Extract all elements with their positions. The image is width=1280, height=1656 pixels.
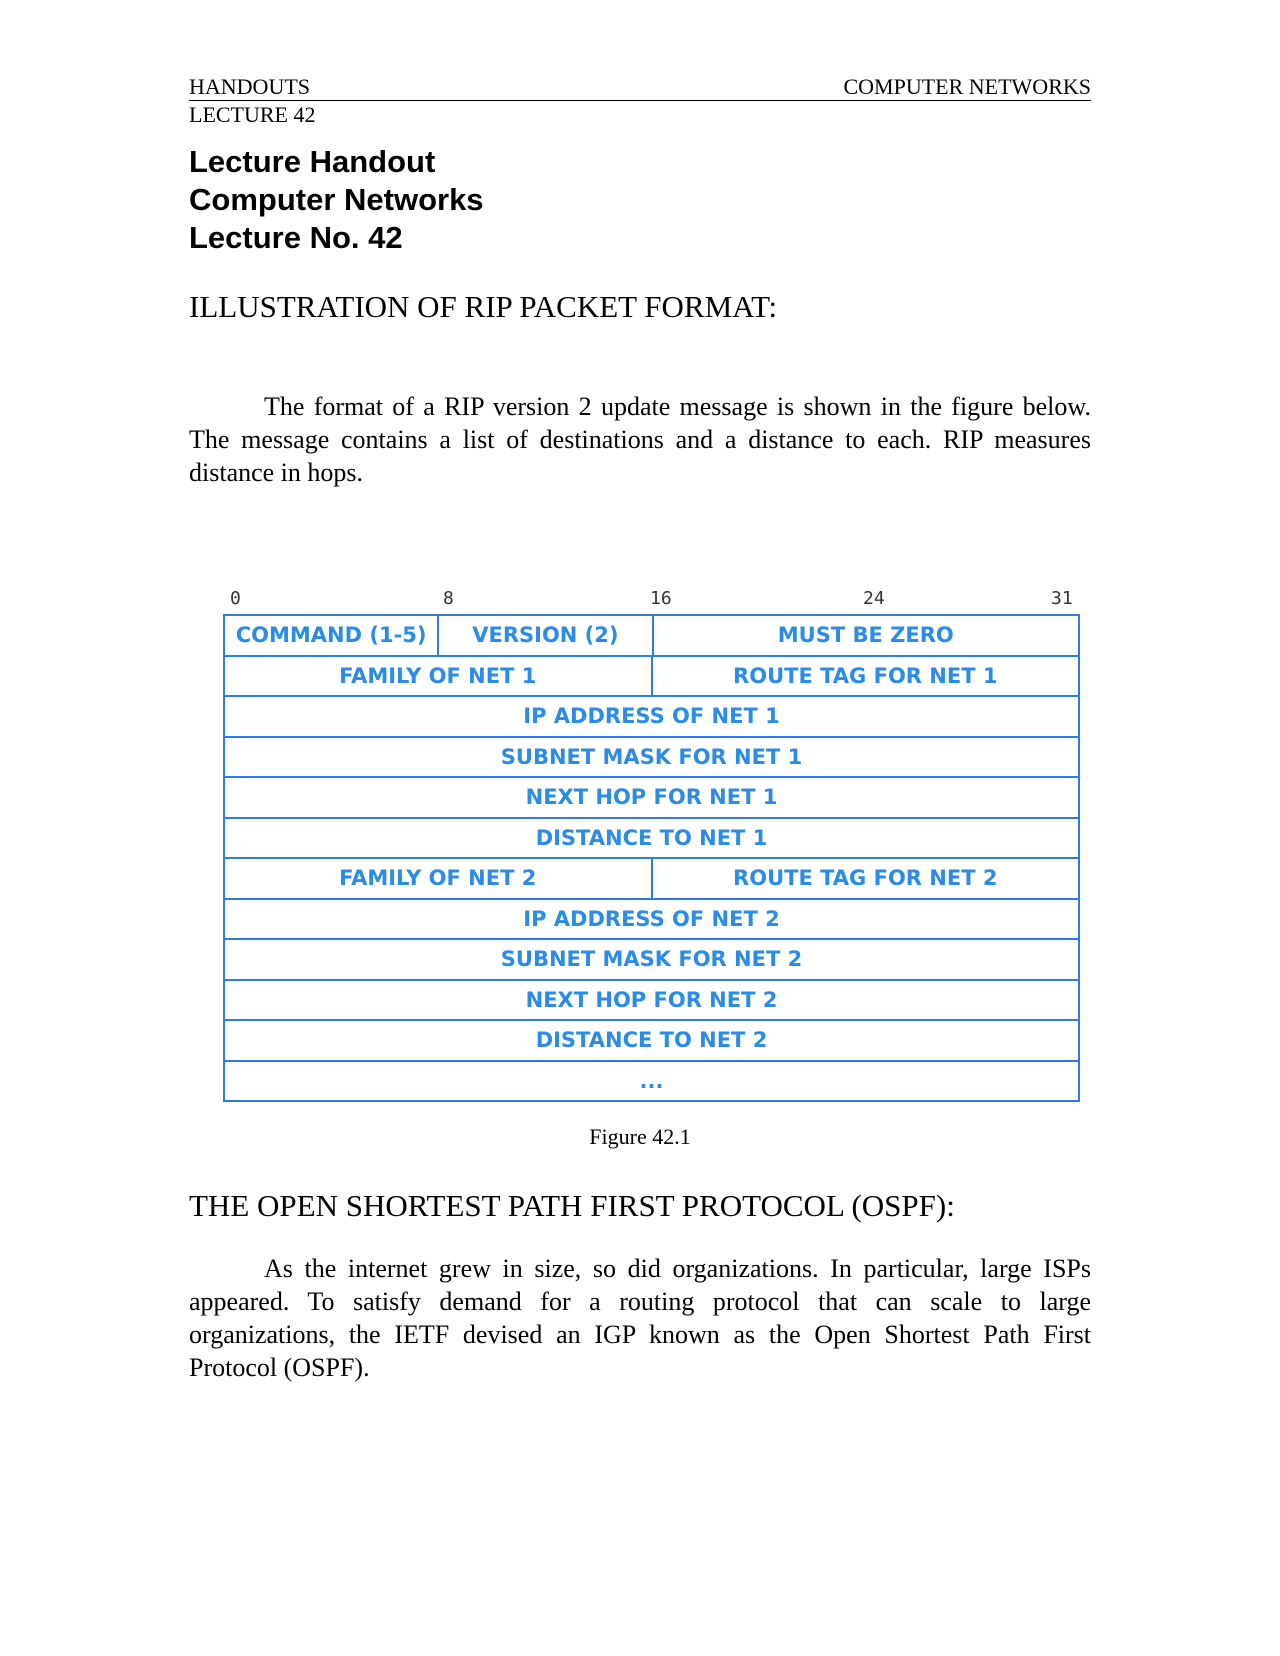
packet-row xyxy=(225,900,1078,941)
title-line-3: Lecture No. 42 xyxy=(189,220,403,255)
bit-label-0: 0 xyxy=(230,588,241,609)
packet-row xyxy=(225,1021,1078,1062)
packet-row xyxy=(225,1062,1078,1101)
field-family-net2: FAMILY OF NET 2 xyxy=(339,866,537,891)
paragraph-ospf: As the internet grew in size, so did organizations. In particular, large ISPs appeared. To satisfy demand for a routing protocol that can scale to large organizations, the IETF devised an IGP known as the Open Shortest Path First Protocol (OSPF). xyxy=(189,1254,1091,1382)
field-subnet-mask-net1: SUBNET MASK FOR NET 1 xyxy=(500,744,803,769)
field-next-hop-net2: NEXT HOP FOR NET 2 xyxy=(525,987,778,1012)
page-content xyxy=(189,74,1091,489)
packet-row xyxy=(225,778,1078,819)
packet-row xyxy=(225,697,1078,738)
title-line-2: Computer Networks xyxy=(189,182,484,217)
field-subnet-mask-net2: SUBNET MASK FOR NET 2 xyxy=(500,947,803,972)
field-command: COMMAND (1-5) xyxy=(235,623,427,648)
rip-packet-figure xyxy=(223,588,1078,1093)
field-route-tag-net2: ROUTE TAG FOR NET 2 xyxy=(651,859,1079,898)
packet-row xyxy=(225,616,1078,657)
header-right: COMPUTER NETWORKS xyxy=(843,74,1091,99)
packet-format-table xyxy=(223,614,1080,1102)
packet-row xyxy=(225,657,1078,698)
packet-row xyxy=(225,859,1078,900)
packet-row xyxy=(225,819,1078,860)
field-version: VERSION (2) xyxy=(437,616,651,655)
title-line-1: Lecture Handout xyxy=(189,144,436,179)
section-heading-ospf: THE OPEN SHORTEST PATH FIRST PROTOCOL (OSPF): xyxy=(189,1188,955,1223)
packet-row xyxy=(225,940,1078,981)
bit-label-24: 24 xyxy=(863,588,885,609)
section-heading-rip: ILLUSTRATION OF RIP PACKET FORMAT: xyxy=(189,289,778,324)
bit-label-16: 16 xyxy=(650,588,672,609)
title-block xyxy=(189,143,1091,257)
running-header xyxy=(189,74,1091,101)
paragraph-rip: The format of a RIP version 2 update message is shown in the figure below. The message contains a list of destinations and a distance to each. RIP measures distance in hops. xyxy=(189,392,1091,487)
bit-label-31: 31 xyxy=(1051,588,1073,609)
field-family-net1: FAMILY OF NET 1 xyxy=(339,663,537,688)
lecture-number-line: LECTURE 42 xyxy=(189,102,316,127)
bit-label-8: 8 xyxy=(443,588,454,609)
field-next-hop-net1: NEXT HOP FOR NET 1 xyxy=(525,785,778,810)
field-route-tag-net1: ROUTE TAG FOR NET 1 xyxy=(651,657,1079,696)
field-ip-address-net1: IP ADDRESS OF NET 1 xyxy=(523,704,780,729)
field-distance-net2: DISTANCE TO NET 2 xyxy=(535,1028,768,1053)
field-distance-net1: DISTANCE TO NET 1 xyxy=(535,825,768,850)
packet-row xyxy=(225,981,1078,1022)
header-left: HANDOUTS xyxy=(189,74,310,99)
field-must-be-zero: MUST BE ZERO xyxy=(652,616,1079,655)
field-ellipsis: ... xyxy=(639,1068,664,1093)
packet-row xyxy=(225,738,1078,779)
lower-content xyxy=(189,1188,1091,1384)
bit-ruler xyxy=(223,588,1078,614)
figure-caption: Figure 42.1 xyxy=(589,1124,691,1149)
field-ip-address-net2: IP ADDRESS OF NET 2 xyxy=(523,906,780,931)
